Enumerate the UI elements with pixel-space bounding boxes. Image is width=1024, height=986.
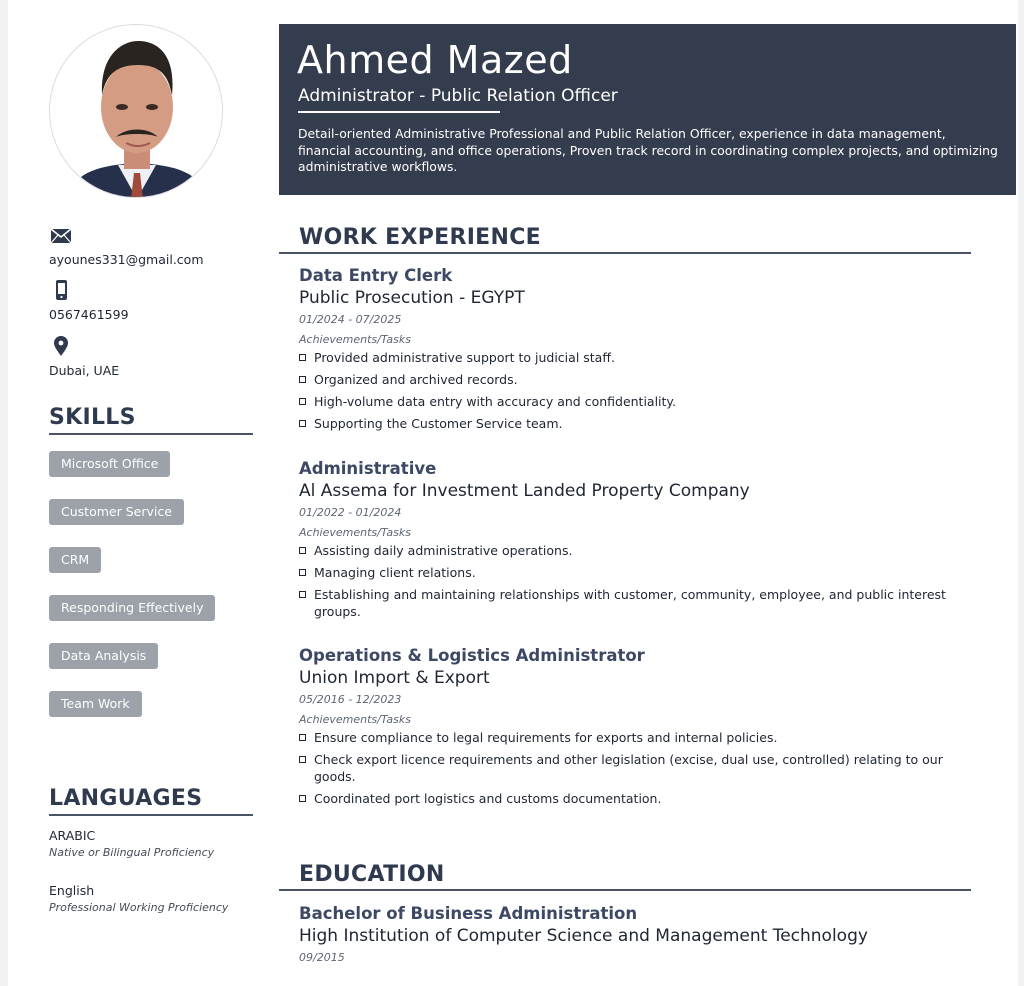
tasks-label: Achievements/Tasks [299,526,411,539]
square-bullet-icon [299,547,306,554]
job-entry [299,645,959,812]
education-date: 09/2015 [299,951,345,964]
job-company: Public Prosecution - EGYPT [299,288,525,308]
skill-pill: Data Analysis [49,643,158,669]
degree-title: Bachelor of Business Administration [299,904,638,923]
skill-pill: Microsoft Office [49,451,170,477]
job-dates: 05/2016 - 12/2023 [299,693,402,706]
job-title: Administrative [299,459,437,478]
profile-photo [50,25,223,198]
education-entry [299,903,959,966]
job-entry [299,458,959,625]
profile-summary: Detail-oriented Administrative Professional and Public Relation Officer, experience in data management, financial accounting, and office operations, Proven track record in coordinating complex projects, and optimizing administrative workflows. [298,126,998,174]
school-name: High Institution of Computer Science and Management Technology [299,926,868,946]
list-item: Check export licence requirements and other legislation (excise, dual use, controlled) relating to our goods. [299,751,959,785]
page-edge [0,0,8,986]
language-name: English [49,883,95,898]
task-list [299,349,959,432]
skills-heading: SKILLS [49,405,253,435]
list-item: High-volume data entry with accuracy and confidentiality. [299,393,959,410]
tasks-label: Achievements/Tasks [299,333,411,346]
avatar [49,24,223,198]
skill-pill: Team Work [49,691,142,717]
job-company: Al Assema for Investment Landed Property Company [299,481,750,501]
task-list [299,542,959,620]
contact-email[interactable]: ayounes331@gmail.com [49,252,204,267]
square-bullet-icon [299,734,306,741]
location-pin-icon [49,335,73,357]
square-bullet-icon [299,591,306,598]
page-edge [1018,0,1024,986]
list-item: Organized and archived records. [299,371,959,388]
job-entry [299,265,959,437]
skill-pill: CRM [49,547,101,573]
square-bullet-icon [299,398,306,405]
job-company: Union Import & Export [299,668,490,688]
job-dates: 01/2022 - 01/2024 [299,506,402,519]
candidate-title: Administrator - Public Relation Officer [298,86,618,106]
list-item: Ensure compliance to legal requirements for exports and internal policies. [299,729,959,746]
list-item: Managing client relations. [299,564,959,581]
list-item: Provided administrative support to judicial staff. [299,349,959,366]
square-bullet-icon [299,795,306,802]
language-level: Professional Working Proficiency [49,901,229,914]
email-icon [49,225,73,247]
tasks-label: Achievements/Tasks [299,713,411,726]
candidate-name: Ahmed Mazed [297,38,573,82]
phone-icon [49,279,73,301]
job-title: Operations & Logistics Administrator [299,646,645,665]
header-banner [279,24,1016,195]
skill-pill: Responding Effectively [49,595,215,621]
list-item: Supporting the Customer Service team. [299,415,959,432]
contact-location: Dubai, UAE [49,363,120,378]
square-bullet-icon [299,420,306,427]
work-experience-heading: WORK EXPERIENCE [279,225,971,254]
languages-heading: LANGUAGES [49,786,253,816]
education-heading: EDUCATION [279,862,971,891]
list-item: Assisting daily administrative operations. [299,542,959,559]
square-bullet-icon [299,756,306,763]
square-bullet-icon [299,569,306,576]
task-list [299,729,959,807]
title-underline [298,111,500,113]
language-name: ARABIC [49,828,96,843]
language-level: Native or Bilingual Proficiency [49,846,215,859]
square-bullet-icon [299,354,306,361]
job-title: Data Entry Clerk [299,266,453,285]
job-dates: 01/2024 - 07/2025 [299,313,402,326]
list-item: Coordinated port logistics and customs documentation. [299,790,959,807]
list-item: Establishing and maintaining relationships with customer, community, employee, and public interest groups. [299,586,959,620]
contact-phone[interactable]: 0567461599 [49,307,129,322]
skill-pill: Customer Service [49,499,184,525]
square-bullet-icon [299,376,306,383]
